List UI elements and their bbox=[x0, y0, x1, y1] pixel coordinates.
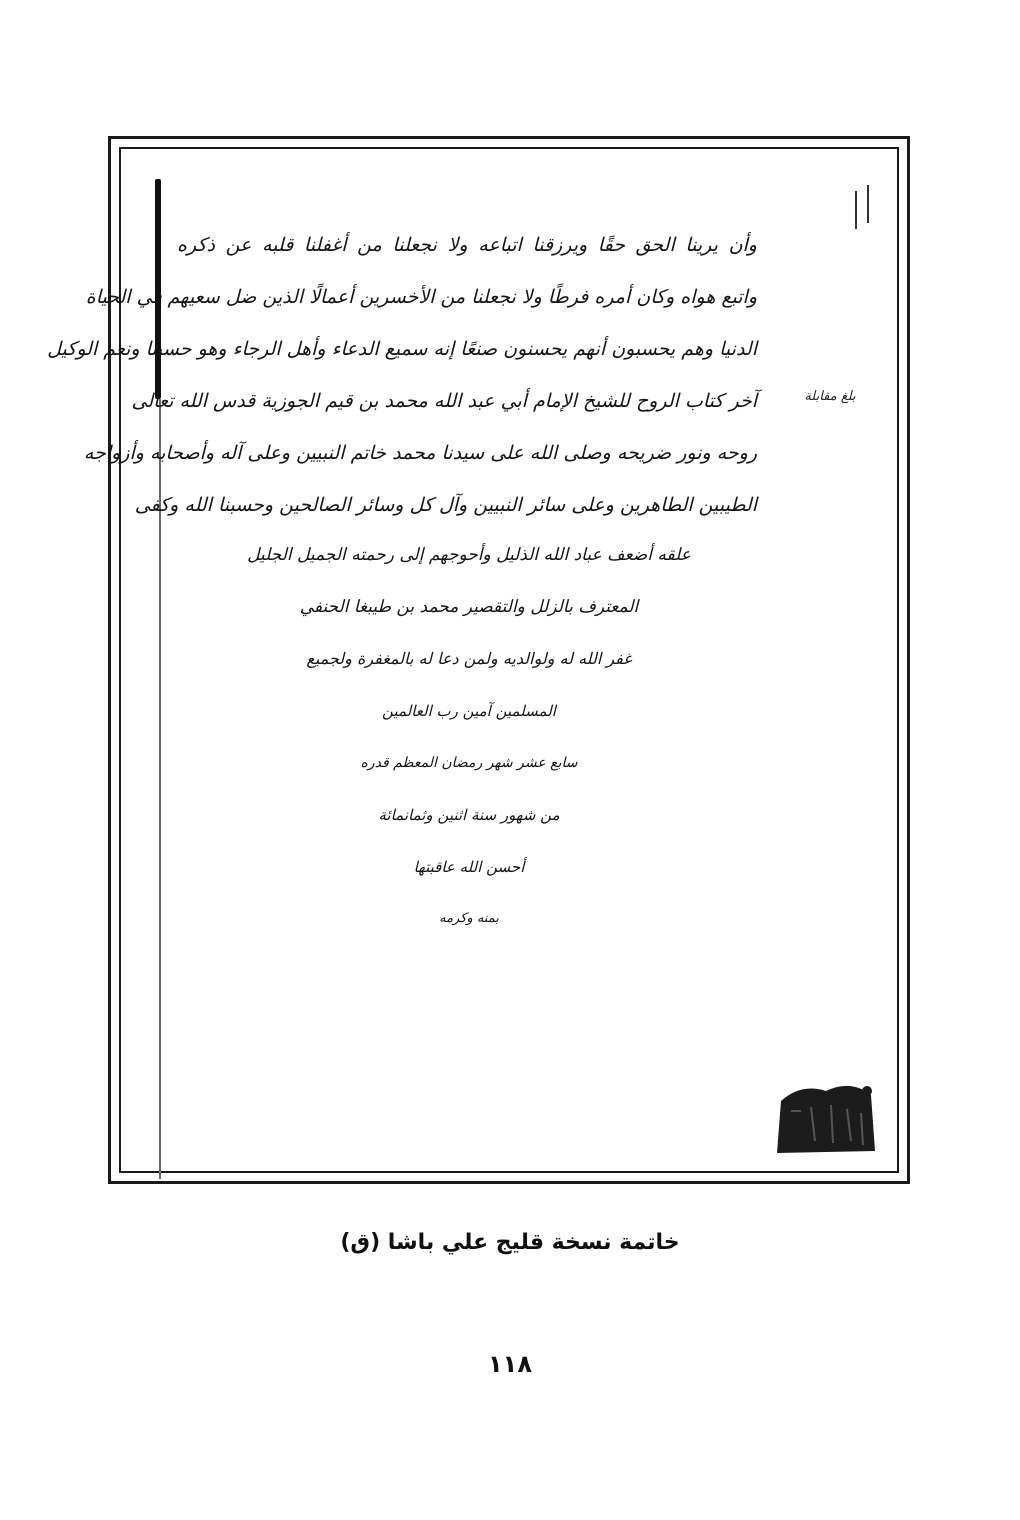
colophon-line: المسلمين آمين رب العالمين bbox=[382, 702, 556, 720]
manuscript-body bbox=[47, 219, 757, 531]
colophon bbox=[191, 529, 747, 945]
body-line: الطيبين الطاهرين وعلى سائر النبيين وآل كل وسائر الصالحين وحسبنا الله وكفى bbox=[134, 494, 757, 516]
page-number: ١١٨ bbox=[488, 1350, 532, 1378]
manuscript-inner-frame bbox=[47, 147, 899, 1173]
body-line: وأن يرينا الحق حقًا ويرزقنا اتباعه ولا نجعلنا من أغفلنا قلبه عن ذكره bbox=[177, 234, 757, 256]
body-line: الدنيا وهم يحسبون أنهم يحسنون صنعًا إنه سميع الدعاء وأهل الرجاء وهو حسبنا ونعم الوكيل bbox=[47, 338, 757, 360]
colophon-line: علقه أضعف عباد الله الذليل وأحوجهم إلى رحمته الجميل الجليل bbox=[247, 545, 691, 565]
colophon-line: بمنه وكرمه bbox=[439, 911, 499, 926]
body-line: واتبع هواه وكان أمره فرطًا ولا نجعلنا من الأخسرين أعمالًا الذين ضل سعيهم في الحياة bbox=[85, 286, 757, 308]
colophon-line: أحسن الله عاقبتها bbox=[413, 858, 525, 876]
margin-collation-note: بلغ مقابلة bbox=[804, 389, 856, 404]
body-line: آخر كتاب الروح للشيخ الإمام أبي عبد الله محمد بن قيم الجوزية قدس الله تعالى bbox=[131, 390, 757, 412]
body-line: روحه ونور ضريحه وصلى الله على سيدنا محمد خاتم النبيين وعلى آله وأصحابه وأزواجه bbox=[83, 442, 757, 464]
colophon-line: من شهور سنة اثنين وثمانمائة bbox=[378, 806, 560, 824]
folio-mark bbox=[847, 185, 871, 225]
figure-caption: خاتمة نسخة قليج علي باشا (ق) bbox=[340, 1230, 680, 1255]
manuscript-frame bbox=[47, 136, 910, 1184]
colophon-line: المعترف بالزلل والتقصير محمد بن طيبغا الحنفي bbox=[299, 597, 639, 617]
colophon-line: غفر الله له ولوالديه ولمن دعا له بالمغفرة ولجميع bbox=[306, 649, 632, 668]
colophon-line: سابع عشر شهر رمضان المعظم قدره bbox=[360, 755, 578, 771]
ink-stamp-image bbox=[771, 1071, 881, 1157]
